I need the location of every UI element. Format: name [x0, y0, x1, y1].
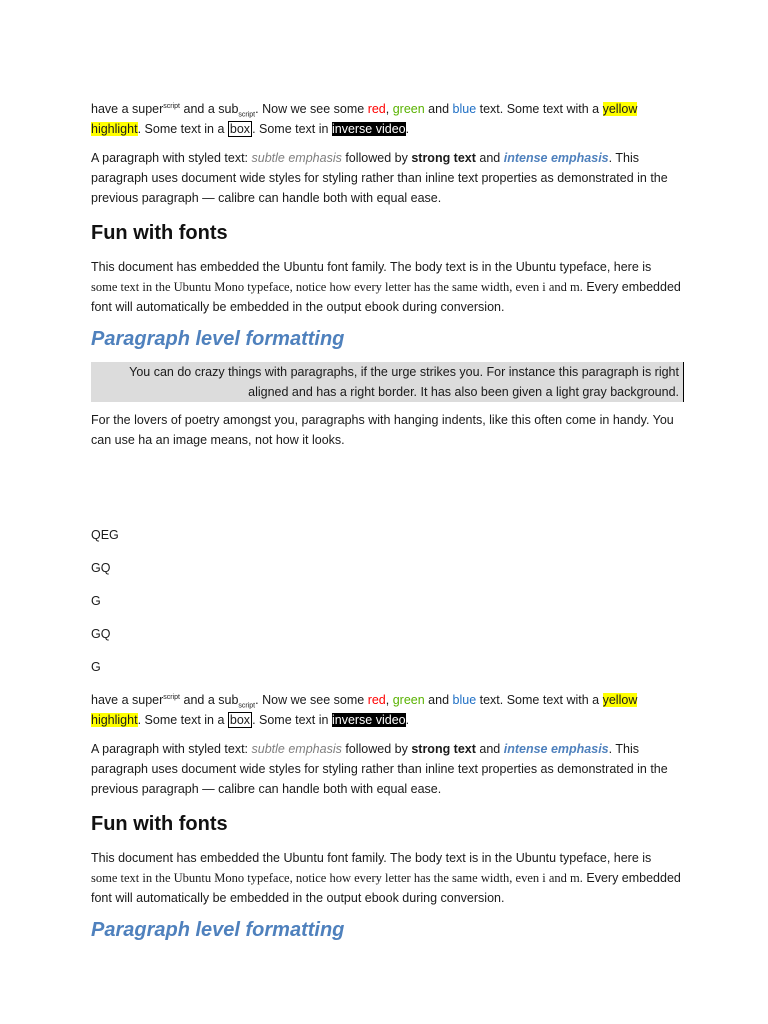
right-aligned-paragraph: You can do crazy things with paragraphs, if the urge strikes you. For instance this paragraph is right aligned and has a right border. It has also been given a light gray background.	[91, 362, 684, 402]
subtle-emphasis: subtle emphasis	[251, 151, 342, 165]
intense-emphasis: intense emphasis	[503, 742, 609, 756]
blue-text: blue	[452, 102, 477, 116]
green-text: green	[392, 102, 425, 116]
green-text: green	[392, 693, 425, 707]
red-text: red	[367, 693, 386, 707]
subtle-emphasis: subtle emphasis	[251, 742, 342, 756]
spacer	[91, 450, 681, 525]
boxed-text: box	[229, 122, 251, 136]
highlight-text: highlight	[91, 122, 138, 136]
mono-text: some text in the Ubuntu Mono typeface, notice how every letter has the same width, even i and m.	[91, 280, 583, 294]
fonts-paragraph: This document has embedded the Ubuntu font family. The body text is in the Ubuntu typeface, here is some text in the Ubuntu Mono typeface, notice how every letter has the same width, even i and m. Every embedded font will automatically be embedded in the output ebook during conversion.	[91, 260, 681, 314]
formatting-paragraph: have a super$^{script}$ and a sub$_{script}$. Now we see some red, green and blue text. Some text with a yellow highlight. Some text in a box . Some text in inverse video.	[91, 102, 638, 136]
short-line: GQ	[91, 561, 111, 575]
red-text: red	[367, 102, 386, 116]
paragraph-formatting-heading: Paragraph level formatting	[91, 919, 345, 941]
short-line: G	[91, 660, 101, 674]
fonts-paragraph: This document has embedded the Ubuntu font family. The body text is in the Ubuntu typeface, here is some text in the Ubuntu Mono typeface, notice how every letter has the same width, even i and m. Every embedded font will automatically be embedded in the output ebook during conversion.	[91, 851, 681, 905]
strong-text: strong text	[411, 742, 476, 756]
paragraph-formatting-heading: Paragraph level formatting	[91, 328, 345, 350]
short-line: G	[91, 594, 101, 608]
fonts-heading: Fun with fonts	[91, 813, 228, 835]
boxed-text: box	[229, 713, 251, 727]
mono-text: some text in the Ubuntu Mono typeface, notice how every letter has the same width, even i and m.	[91, 871, 583, 885]
short-line: GQ	[91, 627, 111, 641]
yellow-highlight: yellow	[602, 102, 638, 116]
intense-emphasis: intense emphasis	[503, 151, 609, 165]
short-line: QEG	[91, 528, 119, 542]
document-page	[91, 99, 681, 953]
inverse-video-text: inverse video	[331, 713, 406, 727]
yellow-highlight: yellow	[602, 693, 638, 707]
fonts-heading: Fun with fonts	[91, 222, 228, 244]
formatting-paragraph: have a super$^{script}$ and a sub$_{script}$. Now we see some red, green and blue text. Some text with a yellow highlight. Some text in a box . Some text in inverse video.	[91, 693, 638, 727]
styled-paragraph: A paragraph with styled text: subtle emphasis followed by strong text and intense emphasis. This paragraph uses document wide styles for styling rather than inline text properties as demonstrated in the previous paragraph — calibre can handle both with equal ease.	[91, 742, 668, 796]
strong-text: strong text	[411, 151, 476, 165]
blue-text: blue	[452, 693, 477, 707]
styled-paragraph: A paragraph with styled text: subtle emphasis followed by strong text and intense emphasis. This paragraph uses document wide styles for styling rather than inline text properties as demonstrated in the previous paragraph — calibre can handle both with equal ease.	[91, 151, 668, 205]
highlight-text: highlight	[91, 713, 138, 727]
hanging-indent-paragraph: For the lovers of poetry amongst you, paragraphs with hanging indents, like this often come in handy. You can use ha an image means, not how it looks.	[91, 413, 674, 447]
inverse-video-text: inverse video	[331, 122, 406, 136]
